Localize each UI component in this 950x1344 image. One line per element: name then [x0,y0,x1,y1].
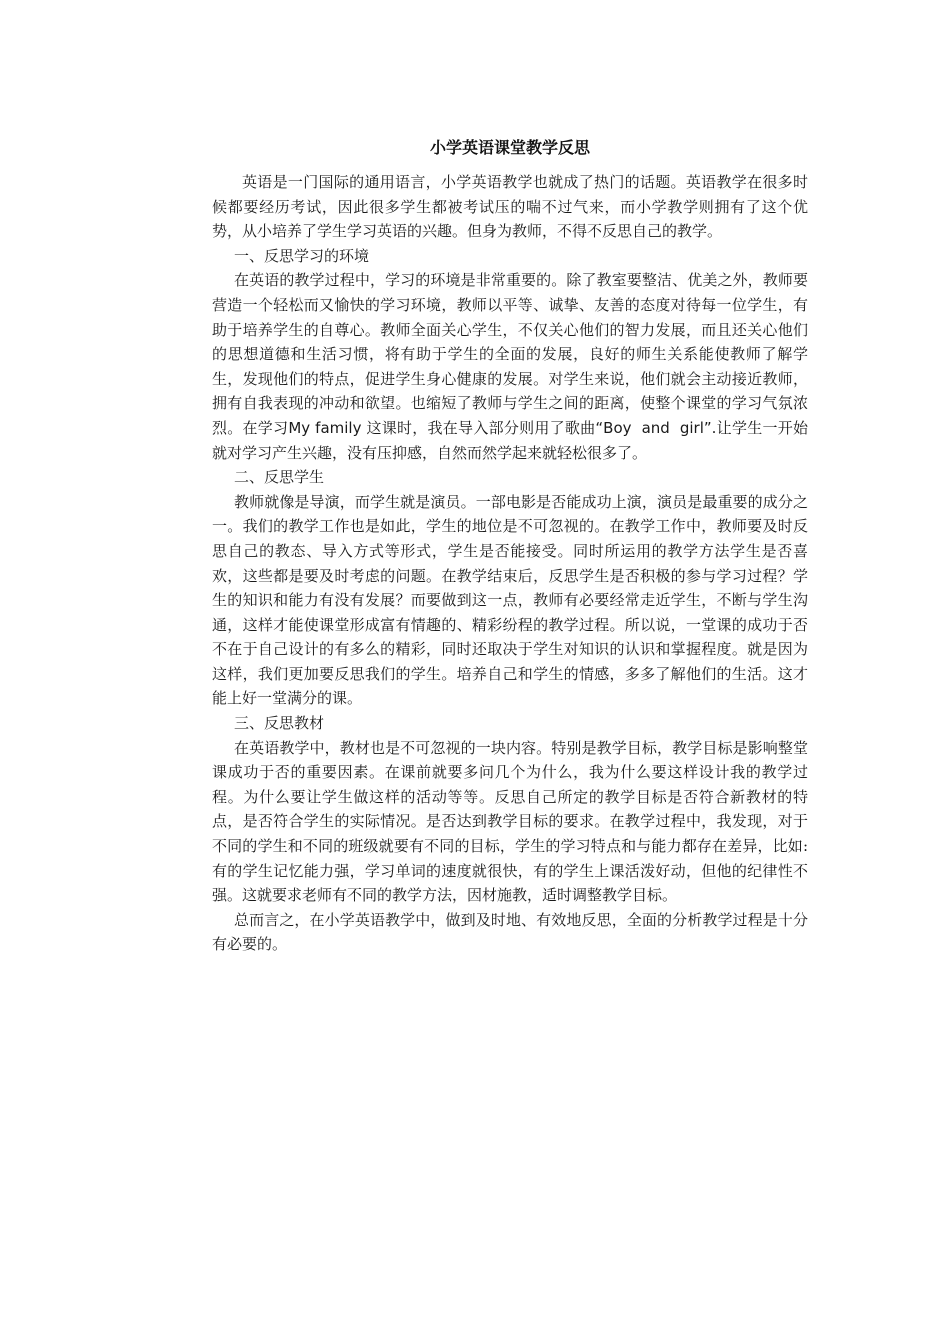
section-2-heading: 二、反思学生 [234,468,325,487]
intro-paragraph: 英语是一门国际的通用语言，小学英语教学也就成了热门的话题。英语教学在很多时候都要经历考试，因此很多学生都被考试压的喘不过气来，而小学教学则拥有了这个优势，从小培养了学生学习英语的兴趣。但身为教师，不得不反思自己的教学。 [212,173,808,241]
song-name: “Boy and girl”. [595,418,717,437]
section-1-heading: 一、反思学习的环境 [234,246,370,265]
section-1-paragraph [212,268,808,465]
section-1-text-part-3: 让学生一开始就对学习产生兴趣，没有压抑感，自然而然学起来就轻松很多了。 [212,418,808,462]
document-title: 小学英语课堂教学反思 [429,138,590,157]
document-body [212,136,808,957]
section-1-text-part-1: 在英语的教学过程中，学习的环境是非常重要的。除了教室要整洁、优美之外，教师要营造一个轻松而又愉快的学习环境，教师以平等、诚挚、友善的态度对待每一位学生，有助于培养学生的自尊心。教师全面关心学生，不仅关心他们的智力发展，而且还关心他们的思想道德和生活习惯，将有助于学生的全面的发展，良好的师生关系能使教师了解学生，发现他们的特点，促进学生身心健康的发展。对学生来说，他们就会主动接近教师，拥有自我表现的冲动和欲望。也缩短了教师与学生之间的距离，使整个课堂的学习气氛浓烈。在学习 [212,271,808,437]
section-2-paragraph: 教师就像是导演，而学生就是演员。一部电影是否能成功上演，演员是最重要的成分之一。我们的教学工作也是如此，学生的地位是不可忽视的。在教学工作中，教师要及时反思自己的教态、导入方式等形式，学生是否能接受。同时所运用的教学方法学生是否喜欢，这些都是要及时考虑的问题。在教学结束后，反思学生是否积极的参与学习过程？学生的知识和能力有没有发展？而要做到这一点，教师有必要经常走近学生，不断与学生沟通，这样才能使课堂形成富有情趣的、精彩纷程的教学过程。所以说，一堂课的成功于否不在于自己设计的有多么的精彩，同时还取决于学生对知识的认识和掌握程度。就是因为这样，我们更加要反思我们的学生。培养自己和学生的情感，多多了解他们的生活。这才能上好一堂满分的课。 [212,492,808,708]
conclusion-paragraph: 总而言之，在小学英语教学中，做到及时地、有效地反思，全面的分析教学过程是十分有必要的。 [212,910,808,954]
section-3-heading: 三、反思教材 [234,714,325,733]
section-1-text-part-2: 这课时，我在导入部分则用了歌曲 [366,418,596,437]
lesson-name: My family [288,418,362,437]
section-3-paragraph: 在英语教学中，教材也是不可忽视的一块内容。特别是教学目标，教学目标是影响整堂课成功于否的重要因素。在课前就要多问几个为什么，我为什么要这样设计我的教学过程。为什么要让学生做这样的活动等等。反思自己所定的教学目标是否符合新教材的特点，是否符合学生的实际情况。是否达到教学目标的要求。在教学过程中，我发现，对于不同的学生和不同的班级就要有不同的目标，学生的学习特点和与能力都存在差异，比如:有的学生记忆能力强，学习单词的速度就很快，有的学生上课活泼好动，但他的纪律性不强。这就要求老师有不同的教学方法，因材施教，适时调整教学目标。 [212,738,808,905]
